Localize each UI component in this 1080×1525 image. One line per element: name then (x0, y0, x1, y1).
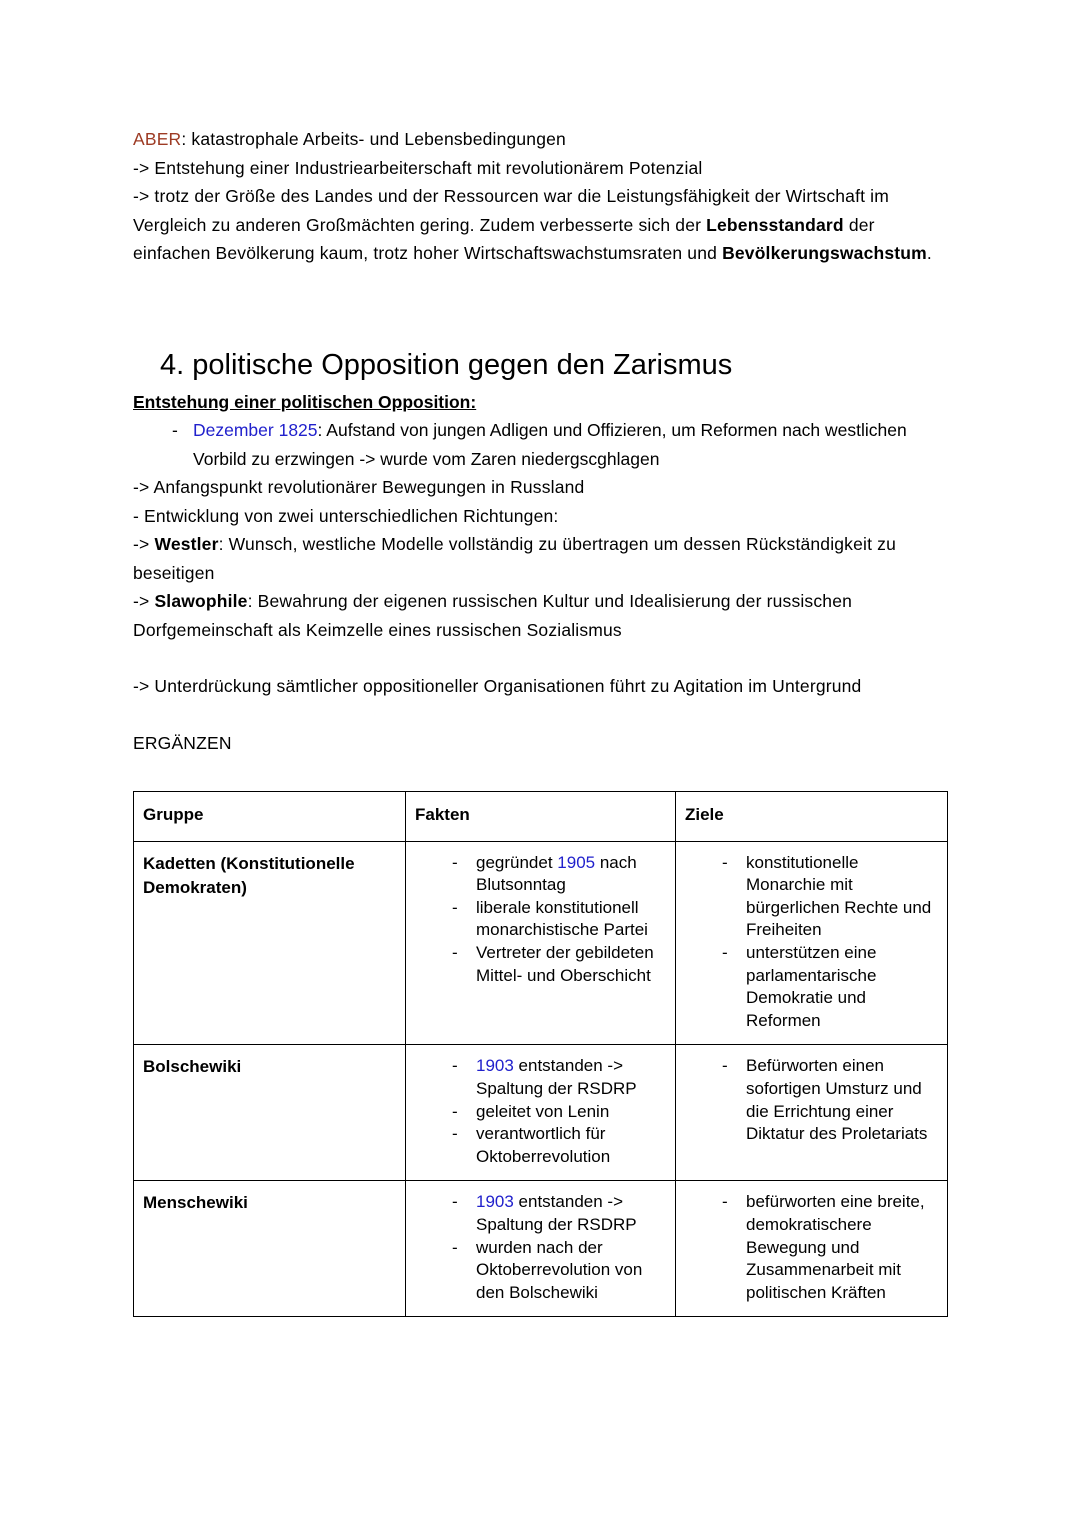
arrow-prefix: -> (133, 591, 155, 611)
list-item (676, 1055, 943, 1145)
list-item-text: wurden nach der Oktoberrevolution von den Bolschewiki (476, 1237, 643, 1302)
text-segment-e: . (926, 243, 932, 263)
paragraph-entwicklung: - Entwicklung von zwei unterschiedlichen Richtungen: (133, 505, 559, 526)
arrow-prefix: -> (133, 534, 155, 554)
column-header-gruppe: Gruppe (134, 792, 406, 842)
cell-bullet-list (676, 1191, 943, 1304)
paragraph-slawophile (133, 587, 949, 644)
term-bevoelkerungswachstum: Bevölkerungswachstum (722, 243, 927, 263)
paragraph-entstehung: -> Entstehung einer Industriearbeiterschaft mit revolutionärem Potenzial (133, 157, 703, 178)
highlighted-year: 1905 (557, 852, 596, 872)
list-item-text: entstanden -> Spaltung der RSDRP (476, 1056, 637, 1098)
paragraph-westler (133, 530, 949, 587)
opposition-groups-table (133, 791, 948, 1317)
aber-rest: : katastrophale Arbeits- und Lebensbedingungen (181, 129, 566, 149)
table-row (134, 1181, 948, 1317)
list-item-text: geleitet von Lenin (476, 1101, 610, 1121)
list-item-text: unterstützen eine parlamentarische Demokratie und Reformen (746, 942, 877, 1030)
list-item (406, 1237, 671, 1305)
paragraph-anfangspunkt: -> Anfangspunkt revolutionärer Bewegungen in Russland (133, 477, 585, 497)
paragraph-leistungsfaehigkeit (133, 182, 949, 268)
cell-bullet-list (406, 1055, 671, 1168)
spacer (133, 644, 949, 672)
column-header-ziele: Ziele (676, 792, 948, 842)
cell-gruppe: Menschewiki (134, 1181, 406, 1317)
list-item-text: : Aufstand von jungen Adligen und Offizieren, um Reformen nach westlichen Vorbild zu erzwingen -> wurde vom Zaren niedergscghlagen (193, 420, 907, 469)
cell-ziele (676, 1045, 948, 1181)
document-body (133, 125, 949, 757)
list-item (406, 942, 671, 987)
opposition-bullet-list (133, 416, 949, 473)
list-item (406, 1055, 671, 1100)
column-header-fakten: Fakten (406, 792, 676, 842)
cell-gruppe: Bolschewiki (134, 1045, 406, 1181)
highlighted-year: 1903 (476, 1192, 514, 1212)
date-dezember-1825: Dezember 1825 (193, 420, 318, 440)
list-item (406, 852, 671, 897)
list-item (406, 1101, 671, 1124)
list-item-text: liberale konstitutionell monarchistische Partei (476, 897, 648, 940)
cell-bullet-list (406, 852, 671, 988)
list-item-text: entstanden -> Spaltung der RSDRP (476, 1192, 637, 1234)
paragraph-ergaenzen: ERGÄNZEN (133, 732, 232, 753)
spacer (133, 701, 949, 729)
cell-bullet-list (406, 1191, 671, 1304)
paragraph-aber (133, 125, 949, 154)
highlighted-year: 1903 (476, 1056, 514, 1076)
aber-label: ABER (133, 129, 182, 149)
cell-fakten (406, 841, 676, 1045)
list-item-text: konstitutionelle Monarchie mit bürgerlichen Rechte und Freiheiten (746, 852, 932, 940)
slawophile-text: : Bewahrung der eigenen russischen Kultur und Idealisierung der russischen Dorfgemeinschaft als Keimzelle eines russischen Sozialismus (133, 591, 853, 640)
list-item-text: Vertreter der gebildeten Mittel- und Oberschicht (476, 942, 654, 985)
term-slawophile: Slawophile (154, 591, 248, 611)
list-item (676, 942, 943, 1032)
cell-ziele (676, 841, 948, 1045)
term-lebensstandard: Lebensstandard (706, 214, 844, 235)
spacer (133, 268, 949, 324)
text-segment-c: der einfachen Bevölkerung kaum, trotz hoher Wirtschaftswachstumsraten und (133, 214, 875, 263)
list-item-text: Befürworten einen sofortigen Umsturz und die Errichtung einer Diktatur des Proletariats (746, 1056, 928, 1144)
cell-gruppe: Kadetten (Konstitutionelle Demokraten) (134, 841, 406, 1045)
list-item-text: befürworten eine breite, demokratischere Bewegung und Zusammenarbeit mit politischen Kräften (746, 1192, 925, 1302)
list-item (406, 1191, 671, 1236)
table-body (134, 841, 948, 1317)
term-westler: Westler (154, 534, 219, 554)
cell-fakten (406, 1045, 676, 1181)
list-item (676, 1191, 943, 1304)
list-item (676, 852, 943, 942)
section-subheading: Entstehung einer politischen Opposition: (133, 391, 477, 412)
page-title: 4. politische Opposition gegen den Zarismus (160, 349, 733, 381)
table-header-row (134, 792, 948, 842)
list-item (406, 897, 671, 942)
table-row (134, 1045, 948, 1181)
westler-text: : Wunsch, westliche Modelle vollständig zu übertragen um dessen Rückständigkeit zu beseitigen (133, 534, 896, 583)
cell-ziele (676, 1181, 948, 1317)
cell-bullet-list (676, 1055, 943, 1145)
list-item (133, 416, 949, 473)
text-segment-a: -> trotz der Größe des Landes und der Ressourcen war die Leistungsfähigkeit der Wirtschaft im Vergleich zu anderen Großmächten gering. Zudem verbesserte sich der (133, 186, 889, 235)
list-item-text: verantwortlich für Oktoberrevolution (476, 1124, 611, 1166)
cell-bullet-list (676, 852, 943, 1033)
list-item-text: gegründet (476, 852, 558, 872)
cell-fakten (406, 1181, 676, 1317)
table-row (134, 841, 948, 1045)
paragraph-unterdrueckung: -> Unterdrückung sämtlicher oppositioneller Organisationen führt zu Agitation im Untergrund (133, 676, 862, 696)
list-item-text: nach Blutsonntag (476, 852, 637, 895)
list-item (406, 1123, 671, 1168)
